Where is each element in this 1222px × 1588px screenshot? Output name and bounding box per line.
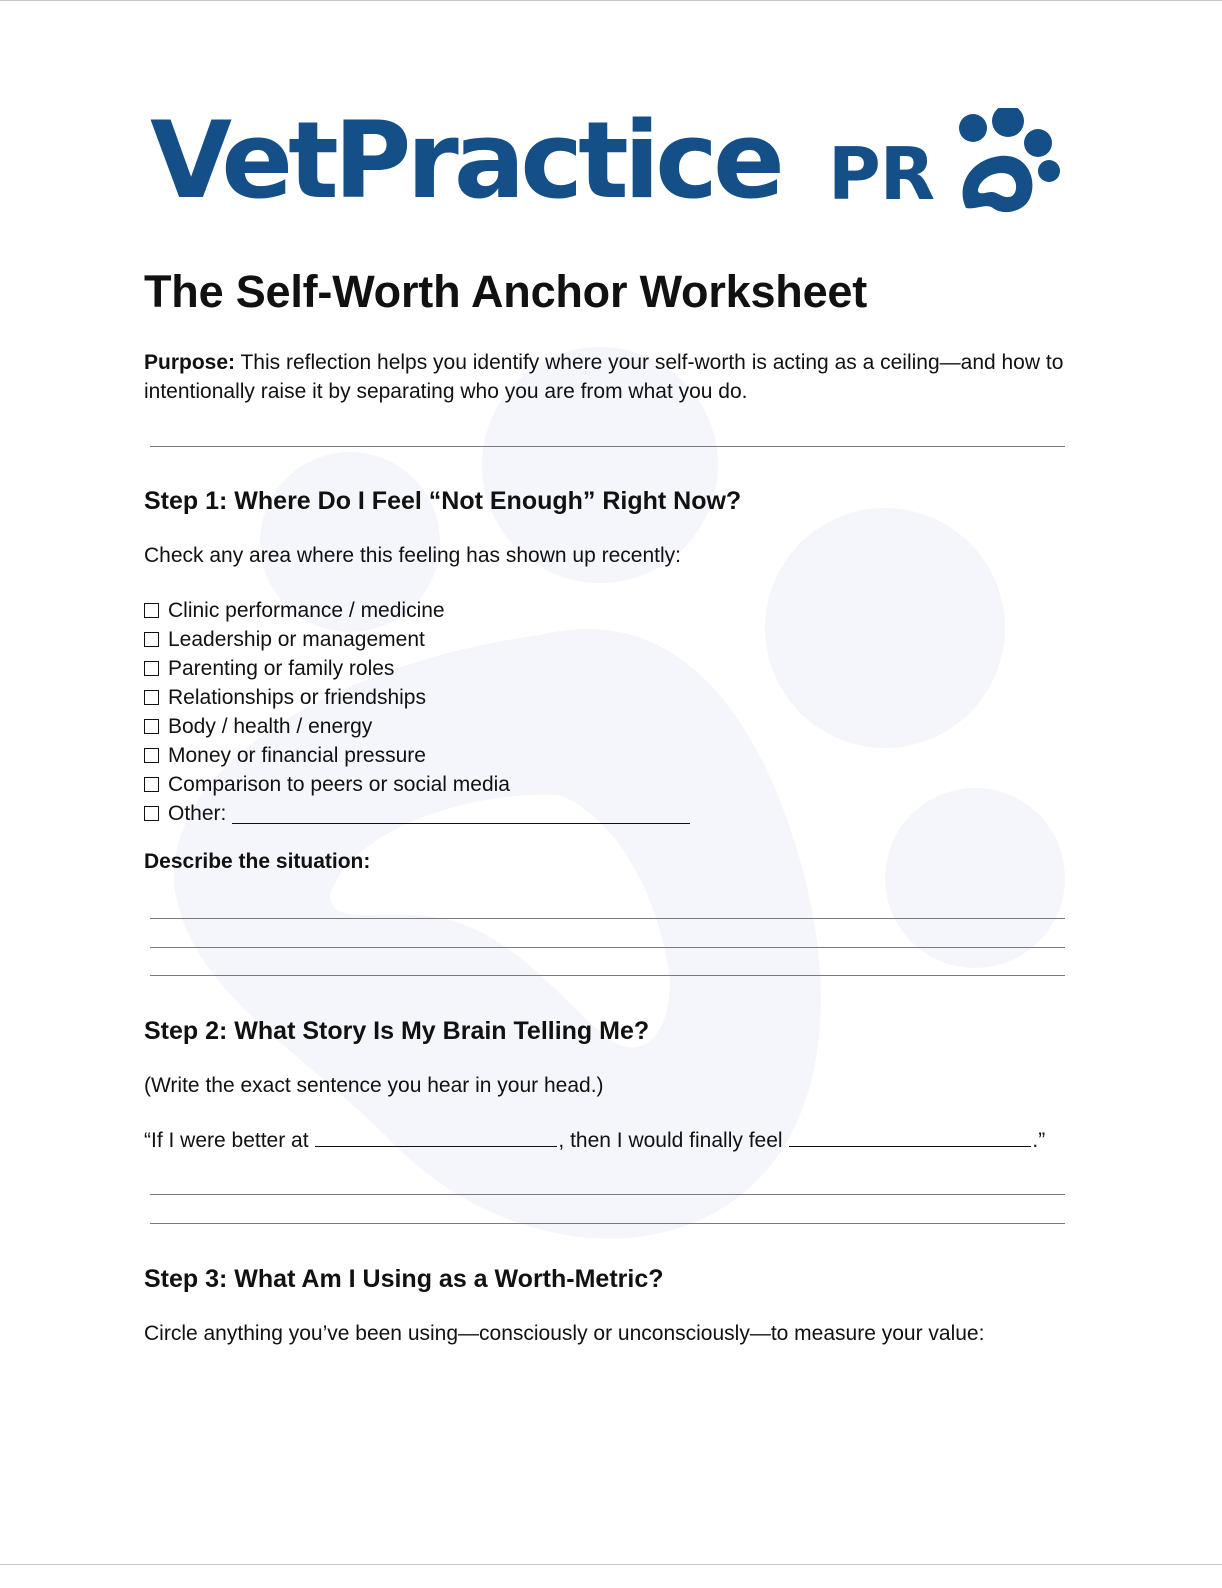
checkbox[interactable]	[144, 690, 159, 705]
checklist-item-label: Comparison to peers or social media	[168, 773, 510, 796]
describe-situation-label: Describe the situation:	[144, 850, 371, 873]
checklist-item	[144, 625, 690, 654]
step1-heading: Step 1: Where Do I Feel “Not Enough” Right Now?	[144, 487, 742, 515]
step2-heading: Step 2: What Story Is My Brain Telling Me?	[144, 1017, 650, 1045]
sentence-start: “If I were better at	[144, 1129, 309, 1152]
logo-paw-icon	[948, 108, 1063, 218]
checklist-item	[144, 654, 690, 683]
checklist-item	[144, 712, 690, 741]
step3-instruction: Circle anything you’ve been using—consciously or unconsciously—to measure your value:	[144, 1322, 985, 1345]
story-sentence	[144, 1124, 1045, 1153]
purpose-text: This reflection helps you identify where your self-worth is acting as a ceiling—and how to intentionally raise it by separating who you are from what you do.	[144, 351, 1064, 403]
logo-paw-toe-4	[1038, 160, 1060, 182]
logo-paw-toe-3	[1024, 129, 1052, 157]
checklist-item	[144, 770, 690, 799]
checklist-item	[144, 596, 690, 625]
checklist-item-label: Money or financial pressure	[168, 744, 426, 767]
situation-answer-line[interactable]	[150, 975, 1065, 976]
other-label: Other:	[168, 802, 227, 825]
logo-brand-suffix: PR	[828, 132, 935, 216]
watermark-toe-3	[765, 508, 1005, 748]
checkbox[interactable]	[144, 719, 159, 734]
checklist-item	[144, 741, 690, 770]
step2-instruction: (Write the exact sentence you hear in your head.)	[144, 1074, 604, 1097]
checklist-item-label: Relationships or friendships	[168, 686, 426, 709]
story-answer-line[interactable]	[150, 1194, 1065, 1195]
other-answer-blank[interactable]	[232, 803, 690, 824]
logo-paw-toe-2	[992, 108, 1024, 137]
step3-heading: Step 3: What Am I Using as a Worth-Metric?	[144, 1265, 664, 1293]
checkbox[interactable]	[144, 603, 159, 618]
situation-answer-line[interactable]	[150, 918, 1065, 919]
checklist-item-label: Body / health / energy	[168, 715, 373, 738]
better-at-blank[interactable]	[315, 1124, 557, 1147]
logo-brand-main: VetPractice	[150, 99, 780, 222]
checkbox[interactable]	[144, 661, 159, 676]
checkbox[interactable]	[144, 806, 159, 821]
situation-answer-line[interactable]	[150, 947, 1065, 948]
checklist-item	[144, 683, 690, 712]
page-title: The Self-Worth Anchor Worksheet	[144, 266, 868, 317]
purpose-label: Purpose:	[144, 351, 236, 374]
sentence-end: .”	[1032, 1129, 1046, 1152]
checkbox[interactable]	[144, 777, 159, 792]
checklist-item-label: Parenting or family roles	[168, 657, 395, 680]
logo-paw-pad	[963, 156, 1033, 212]
logo-paw-toe-1	[959, 114, 987, 142]
purpose-paragraph	[144, 348, 1064, 406]
checklist-item-label: Leadership or management	[168, 628, 425, 651]
watermark-toe-4	[885, 788, 1065, 968]
checklist-item-other	[144, 799, 690, 828]
checkbox[interactable]	[144, 748, 159, 763]
not-enough-checklist	[144, 596, 690, 828]
story-answer-line[interactable]	[150, 1223, 1065, 1224]
feel-blank[interactable]	[789, 1124, 1031, 1147]
checkbox[interactable]	[144, 632, 159, 647]
step1-instruction: Check any area where this feeling has shown up recently:	[144, 544, 681, 567]
checklist-item-label: Clinic performance / medicine	[168, 599, 445, 622]
sentence-middle: , then I would finally feel	[558, 1129, 783, 1152]
section-divider	[150, 446, 1065, 447]
